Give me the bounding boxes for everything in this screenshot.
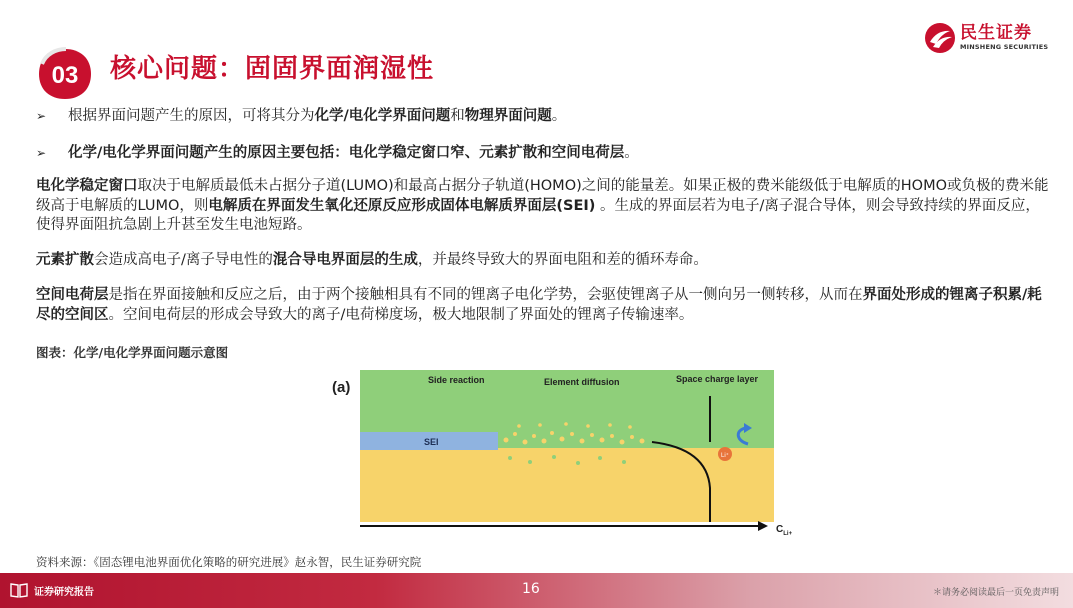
figure-caption: 图表：化学/电化学界面问题示意图: [36, 345, 229, 360]
bottom-electrode-layer: [360, 448, 774, 522]
side-reaction-label: Side reaction: [428, 375, 485, 385]
page-number: 16: [522, 581, 540, 597]
page-title: 核心问题：固固界面润湿性: [110, 54, 435, 84]
paragraph-element-diffusion: [36, 251, 1051, 271]
emphasis-text: 物理界面问题: [464, 108, 552, 124]
panel-label: (a): [332, 379, 351, 396]
li-ion-label: Li⁺: [721, 453, 729, 459]
text-run: 。: [624, 145, 639, 161]
emphasis-text: 电化学稳定窗口: [36, 178, 138, 194]
disclaimer-note: ＊请务必阅读最后一页免责声明: [932, 588, 1059, 598]
text-run: 。空间电荷层的形成会导致大的离子/电荷梯度场，极大地限制了界面处的锂离子传输速率。: [108, 306, 694, 323]
text-run: 取决于电解质最低未占据分子道(LUMO)和最高占据分子轨道(HOMO)之间的能量差。如果正极的费米能级低于电解质的HOMO或负极的费米能级高于电解质的LUMO，则: [36, 178, 1049, 214]
brand-logo: [924, 22, 1048, 54]
text-run: 是指在界面接触和反应之后，由于两个接触相具有不同的锂离子电化学势，会驱使锂离子从一侧向另一侧转移，从而在: [108, 287, 863, 303]
bullet-text-1: [68, 108, 566, 124]
emphasis-text: 空间电荷层: [36, 287, 109, 303]
interface-problem-diagram: [330, 362, 800, 554]
emphasis-text: 元素扩散: [36, 252, 94, 268]
bullet-arrow-icon: ➢: [36, 146, 47, 160]
text-run: 。: [551, 108, 567, 124]
book-icon: [10, 582, 28, 598]
paragraph-space-charge: [36, 286, 1051, 325]
section-number: 03: [51, 62, 79, 89]
text-run: 和: [450, 108, 465, 124]
emphasis-text: 化学/电化学界面问题: [314, 108, 451, 124]
bullet-item-1: [36, 106, 566, 126]
element-diffusion-label: Element diffusion: [544, 377, 620, 387]
text-run: 根据界面问题产生的原因，可将其分为: [68, 108, 315, 124]
emphasis-text: 界面处形成的锂离子积累/耗尽的空间区: [36, 287, 1042, 323]
brand-name-cn: 民生证券: [960, 23, 1032, 43]
emphasis-text: 电化学稳定窗口窄、元素扩散和空间电荷层: [348, 145, 625, 161]
bullet-item-2: [36, 143, 639, 163]
brand-name-en: MINSHENG SECURITIES: [960, 43, 1049, 51]
paragraph-stability-window: [36, 177, 1051, 236]
sei-label: SEI: [424, 437, 439, 447]
space-charge-label: Space charge layer: [676, 374, 759, 384]
text-run: 会造成高电子/离子导电性的: [94, 252, 273, 268]
source-citation: 资料来源：《固态锂电池界面优化策略的研究进展》赵永智，民生证券研究院: [36, 555, 422, 569]
bullet-arrow-icon: ➢: [36, 109, 47, 123]
text-run: 。生成的界面层若为电子/离子混合导体，则会导致持续的界面反应，使得界面阻抗急剧上升甚至发生电池短路。: [36, 197, 1040, 233]
bullet-text-2: [68, 145, 639, 161]
footer-bar: [0, 573, 1073, 608]
section-number-badge: [36, 46, 94, 102]
footer-label: 证券研究报告: [34, 587, 94, 598]
minsheng-logo-icon: [924, 22, 956, 54]
concentration-axis-label: $C_{Li+}$: [776, 524, 793, 537]
emphasis-text: 电解质在界面发生氧化还原反应形成固体电解质界面层(SEI): [208, 197, 596, 214]
emphasis-text: 化学/电化学界面问题产生的原因主要包括：: [68, 145, 349, 161]
emphasis-text: 混合导电界面层的生成: [272, 252, 418, 268]
text-run: ，并最终导致大的界面电阻和差的循环寿命。: [417, 252, 708, 268]
